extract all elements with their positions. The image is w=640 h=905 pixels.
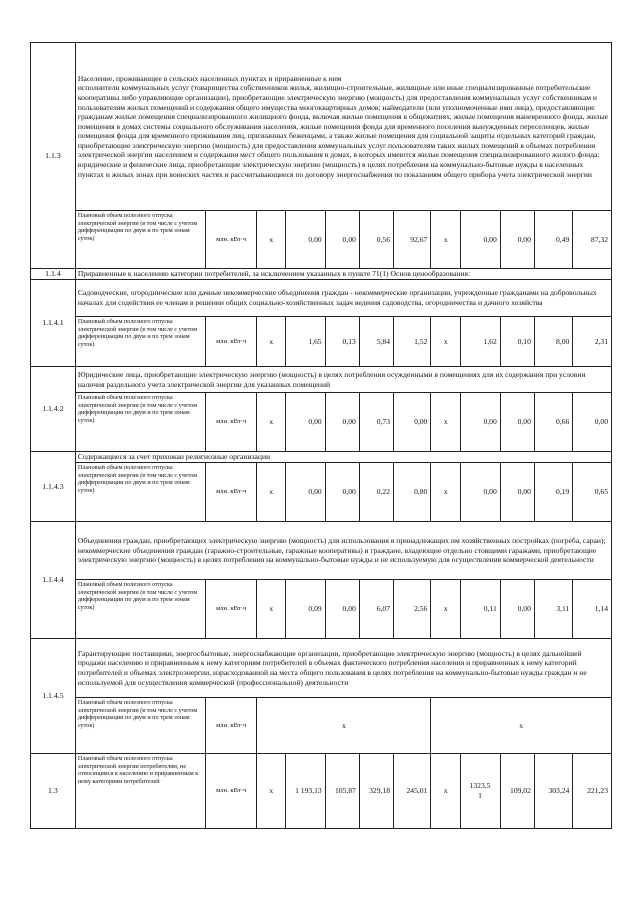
row-label: Плановый объем полезного отпуска электрической энергии (в том числе с учетом дифференциации по двум и по трем зонам суток): [75, 317, 205, 367]
data-row: [31, 463, 612, 522]
value-cell: 0,00: [394, 393, 431, 452]
value-cell: 245,01: [394, 754, 431, 829]
row-code: 1.1.4.4: [31, 522, 76, 639]
value-cell: 0,00: [500, 211, 534, 269]
row-label: Плановый объем полезного отпуска электрической энергии (в том числе с учетом дифференциации по двум и по трем зонам суток): [75, 211, 205, 269]
data-row: [31, 317, 612, 367]
value-cell: 0,00: [500, 463, 534, 522]
value-cell: 0,13: [325, 317, 359, 367]
value-cell: х: [257, 754, 286, 829]
unit-cell: млн. кВт·ч: [206, 463, 257, 522]
row-label: Плановый объем полезного отпуска электрической энергии потребителям, не относящимся к населению и приравненным к нему категориям потребителей: [75, 754, 205, 829]
value-cell: 0,00: [573, 393, 612, 452]
row-label: Плановый объем полезного отпуска электрической энергии (в том числе с учетом дифференциации по двум и по трем зонам суток): [75, 463, 205, 522]
value-cell: 329,18: [359, 754, 393, 829]
data-row: [31, 580, 612, 639]
value-cell: х: [431, 317, 461, 367]
row-code: 1.3: [31, 754, 76, 829]
value-cell: 1,62: [461, 317, 501, 367]
value-cell: 0,22: [359, 463, 393, 522]
value-cell: 0,66: [534, 393, 572, 452]
row-code: 1.1.3: [31, 43, 76, 269]
value-cell: х: [431, 754, 461, 829]
value-cell: 8,00: [534, 317, 572, 367]
value-cell-merged: х: [431, 698, 612, 754]
value-cell: 0,00: [461, 393, 501, 452]
value-cell: х: [431, 463, 461, 522]
value-cell: х: [257, 317, 286, 367]
data-row: [31, 211, 612, 269]
value-cell: 0,65: [573, 463, 612, 522]
value-cell-merged: х: [257, 698, 431, 754]
value-cell: 303,24: [534, 754, 572, 829]
row-code: 1.1.4.1: [31, 280, 76, 367]
value-cell: 0,19: [534, 463, 572, 522]
value-cell: 0,00: [500, 580, 534, 639]
value-cell: 0,00: [286, 393, 326, 452]
unit-cell: млн. кВт·ч: [206, 317, 257, 367]
value-cell: 87,32: [573, 211, 612, 269]
row-code: 1.1.4: [31, 269, 76, 280]
value-cell: х: [257, 211, 286, 269]
value-cell: 0,00: [325, 393, 359, 452]
row-code: 1.1.4.3: [31, 452, 76, 522]
value-cell: 5,84: [359, 317, 393, 367]
value-cell: х: [257, 580, 286, 639]
value-cell: 1,14: [573, 580, 612, 639]
value-cell: 6,07: [359, 580, 393, 639]
value-cell: 3,11: [534, 580, 572, 639]
row-description: Объединения граждан, приобретающих электрическую энергию (мощность) для использования в принадлежащих им хозяйственных постройках (погреба, сараи); некоммерческие объединения граждан (гаражно-строительные, гаражные кооперативы) и граждане, владеющие отдельно стоящими гаражами, приобретающие электрическую энергию (мощность) в целях потребления на коммунально-бытовые нужды и не используемую для осуществления коммерческой деятельности: [75, 522, 611, 580]
value-cell: 109,02: [500, 754, 534, 829]
value-cell: 0,00: [500, 393, 534, 452]
data-row: [31, 393, 612, 452]
row-label: Плановый объем полезного отпуска электрической энергии (в том числе с учетом дифференциации по двум и по трем зонам суток): [75, 698, 205, 754]
value-cell: 1323,5 1: [461, 754, 501, 829]
value-cell: 0,80: [394, 463, 431, 522]
unit-cell: млн. кВт·ч: [206, 698, 257, 754]
value-cell: 0,56: [359, 211, 393, 269]
value-cell: 2,31: [573, 317, 612, 367]
value-cell: 0,09: [286, 580, 326, 639]
value-cell: 0,00: [461, 463, 501, 522]
value-cell: 0,00: [461, 211, 501, 269]
value-cell: 1 193,13: [286, 754, 326, 829]
value-cell: 2,56: [394, 580, 431, 639]
tariff-volume-table: [30, 42, 612, 829]
value-cell: 92,67: [394, 211, 431, 269]
unit-cell: млн. кВт·ч: [206, 580, 257, 639]
value-cell: 0,49: [534, 211, 572, 269]
value-cell: 0,00: [286, 211, 326, 269]
unit-cell: млн. кВт·ч: [206, 754, 257, 829]
value-cell: х: [257, 463, 286, 522]
row-description-text: Население, проживающее в сельских населенных пунктах и приравненные к ним исполнители коммунальных услуг (товарищества собственников жилья, жилищно-строительные, жилищные или иные специализированные потребительские кооперативы либо управляющие организации), приобретающие электрическую энергию (мощность) для предоставления коммунальных услуг собственникам и пользователям жилых помещений и содержания общего имущества многоквартирных домов; наймодатели (или уполномоченные ими лица), предоставляющие гражданам жилые помещения специализированного жилищного фонда, включая жилые помещения в общежитиях, жилые помещения маневренного фонда, жилые помещения в домах системы социального обслуживания населения, жилые помещения фонда для временного поселения вынужденных переселенцев, жилые помещения фонда для временного проживания лиц, признанных беженцами, а также жилые помещения для социальной защиты отдельных категорий граждан, приобретающие электрическую энергию (мощность) для предоставления коммунальных услуг пользователям таких жилых помещений в объемах потребления электрической энергии населением и содержания мест общего пользования в домах, в которых имеются жилые помещения специализированного жилого фонда; юридические и физические лица, приобретающие электрическую энергию (мощность) в целях потребления на коммунально-бытовые нужды в населенных пунктах и жилых зонах при воинских частях и рассчитывающиеся по договору энергоснабжения по показаниям общего прибора учета электрической энергии: [77, 73, 609, 179]
row-description: [75, 43, 611, 211]
value-cell: 0,00: [325, 463, 359, 522]
row-description: Садоводческие, огороднические или дачные некоммерческие объединения граждан - некоммерческие организации, учрежденные гражданами на добровольных началах для содействия ее членам в решении общих социально-хозяйственных задач ведения садоводства, огородничества и дачного хозяйства: [75, 280, 611, 317]
unit-cell: млн. кВт·ч: [206, 211, 257, 269]
value-cell: 0,00: [325, 580, 359, 639]
row-label: Плановый объем полезного отпуска электрической энергии (в том числе с учетом дифференциации по двум и по трем зонам суток): [75, 580, 205, 639]
value-cell: 105,87: [325, 754, 359, 829]
value-cell: х: [257, 393, 286, 452]
data-row: [31, 754, 612, 829]
value-cell: 1,52: [394, 317, 431, 367]
row-code: 1.1.4.2: [31, 367, 76, 452]
data-row: [31, 698, 612, 754]
value-cell: 1,65: [286, 317, 326, 367]
row-label: Плановый объем полезного отпуска электрической энергии (в том числе с учетом дифференциации по двум и по трем зонам суток): [75, 393, 205, 452]
row-description: Приравненные к населению категории потребителей, за исключением указанных в пункте 71(1) Основ ценообразования:: [75, 269, 611, 280]
row-description: Содержащиеся за счет прихожан религиозные организации: [75, 452, 611, 463]
value-cell: 0,73: [359, 393, 393, 452]
value-cell: 0,00: [325, 211, 359, 269]
row-description: Гарантирующие поставщики, энергосбытовые, энергоснабжающие организации, приобретающие электрическую энергию (мощность) в целях дальнейшей продажи населению и приравненным к нему категориям потребителей в объемах фактического потребления населения и приравненных к нему категорий потребителей и объемах электроэнергии, израсходованной на места общего пользования в целях потребления на коммунально-бытовые нужды граждан и не используемой для осуществления коммерческой (профессиональной) деятельности: [75, 639, 611, 698]
value-cell: х: [431, 393, 461, 452]
unit-cell: млн. кВт·ч: [206, 393, 257, 452]
value-cell: 221,23: [573, 754, 612, 829]
value-cell: 0,11: [461, 580, 501, 639]
value-cell: 0,10: [500, 317, 534, 367]
value-cell: х: [431, 211, 461, 269]
value-cell: 0,00: [286, 463, 326, 522]
value-cell: х: [431, 580, 461, 639]
row-description: Юридические лица, приобретающие электрическую энергию (мощность) в целях потребления осужденными в помещениях для их содержания при условии наличия раздельного учета электрической энергии для указанных помещений: [75, 367, 611, 393]
row-code: 1.1.4.5: [31, 639, 76, 754]
